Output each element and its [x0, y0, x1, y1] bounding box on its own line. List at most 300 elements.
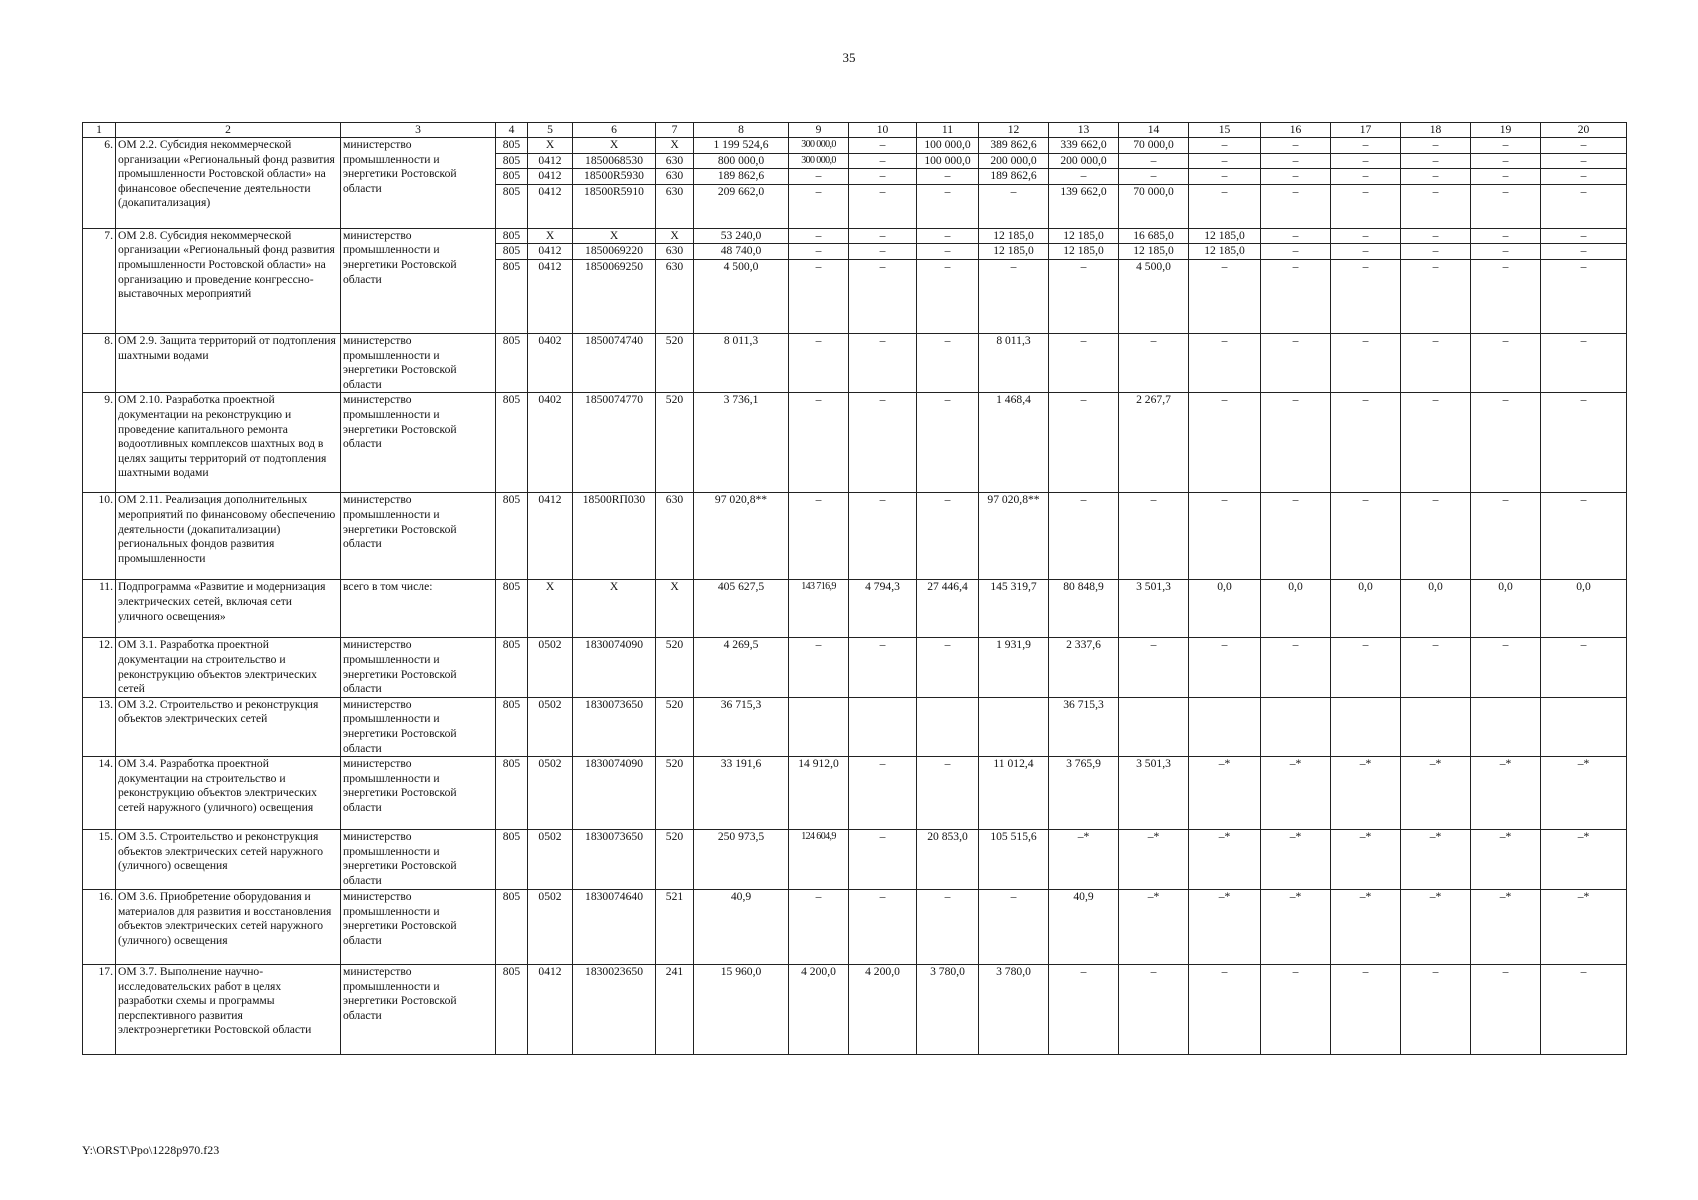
table-cell: 3 780,0 — [979, 965, 1049, 1055]
column-header: 19 — [1471, 123, 1541, 138]
table-cell: – — [1261, 138, 1331, 154]
column-header: 4 — [496, 123, 528, 138]
table-cell: 4 500,0 — [694, 259, 789, 333]
table-cell: 630 — [656, 169, 694, 185]
table-cell: – — [1261, 169, 1331, 185]
table-cell: – — [1049, 333, 1119, 392]
table-cell: 805 — [496, 830, 528, 890]
table-cell: – — [1541, 259, 1627, 333]
table-cell: – — [1541, 333, 1627, 392]
table-cell: – — [849, 333, 917, 392]
table-cell: – — [1189, 169, 1261, 185]
table-cell: – — [1541, 393, 1627, 493]
table-cell: – — [1261, 638, 1331, 697]
table-cell: – — [1049, 169, 1119, 185]
table-cell: – — [1119, 493, 1189, 580]
table-cell: – — [917, 890, 979, 965]
table-cell: – — [1119, 153, 1189, 169]
table-cell: – — [1261, 153, 1331, 169]
table-cell: – — [979, 890, 1049, 965]
table-cell: 40,9 — [1049, 890, 1119, 965]
row-number: 17. — [83, 965, 116, 1055]
column-header: 10 — [849, 123, 917, 138]
column-header: 8 — [694, 123, 789, 138]
table-cell: –* — [1401, 757, 1471, 830]
table-cell — [1261, 697, 1331, 756]
program-funding-table — [82, 122, 1627, 1055]
table-cell: 36 715,3 — [1049, 697, 1119, 756]
table-cell: 1 199 524,6 — [694, 138, 789, 154]
table-cell: 80 848,9 — [1049, 580, 1119, 638]
table-cell: 520 — [656, 638, 694, 697]
column-header: 9 — [789, 123, 849, 138]
table-cell: – — [1471, 393, 1541, 493]
table-cell: 200 000,0 — [979, 153, 1049, 169]
table-cell: 1830073650 — [573, 830, 656, 890]
table-cell: – — [849, 169, 917, 185]
table-cell: – — [789, 333, 849, 392]
table-cell: –* — [1049, 830, 1119, 890]
table-cell: 12 185,0 — [1119, 244, 1189, 260]
table-cell: – — [1331, 965, 1401, 1055]
table-cell: 2 337,6 — [1049, 638, 1119, 697]
table-cell: 11 012,4 — [979, 757, 1049, 830]
table-cell: 189 862,6 — [694, 169, 789, 185]
table-cell: – — [1119, 638, 1189, 697]
measure-name: ОМ 2.10. Разработка проектной документации на реконструкцию и проведение капитального ремонта водоотливных комплексов шахтных вод в целях защиты территорий от подтопления шахтными водами — [116, 393, 341, 493]
table-cell: 12 185,0 — [1049, 228, 1119, 244]
table-cell — [1541, 697, 1627, 756]
table-cell: 145 319,7 — [979, 580, 1049, 638]
table-cell: – — [849, 184, 917, 228]
table-cell: 53 240,0 — [694, 228, 789, 244]
table-cell: – — [917, 184, 979, 228]
table-row — [83, 830, 1627, 890]
table-cell: 100 000,0 — [917, 153, 979, 169]
table-cell: – — [917, 259, 979, 333]
table-cell: 630 — [656, 259, 694, 333]
executor: министерство промышленности и энергетики Ростовской области — [341, 830, 496, 890]
row-number: 10. — [83, 493, 116, 580]
table-row — [83, 965, 1627, 1055]
column-header: 18 — [1401, 123, 1471, 138]
executor: всего в том числе: — [341, 580, 496, 638]
table-cell: 1830074640 — [573, 890, 656, 965]
table-cell: 209 662,0 — [694, 184, 789, 228]
table-cell: – — [917, 333, 979, 392]
column-header: 20 — [1541, 123, 1627, 138]
column-header: 6 — [573, 123, 656, 138]
table-cell: 0402 — [528, 393, 573, 493]
table-cell: 3 736,1 — [694, 393, 789, 493]
table-cell: 630 — [656, 153, 694, 169]
table-cell: 12 185,0 — [979, 228, 1049, 244]
table-cell: – — [1261, 259, 1331, 333]
table-cell: – — [1471, 333, 1541, 392]
table-cell: 1 931,9 — [979, 638, 1049, 697]
measure-name: ОМ 2.8. Субсидия некоммерческой организации «Региональный фонд развития промышленности Ростовской области» на организацию и проведение конгрессно-выставочных мероприятий — [116, 228, 341, 333]
table-cell: – — [1401, 965, 1471, 1055]
table-cell: – — [1541, 638, 1627, 697]
executor: министерство промышленности и энергетики Ростовской области — [341, 890, 496, 965]
table-cell: – — [917, 169, 979, 185]
table-cell: 3 765,9 — [1049, 757, 1119, 830]
table-cell: – — [1189, 638, 1261, 697]
table-cell: 2 267,7 — [1119, 393, 1189, 493]
table-cell: – — [1331, 184, 1401, 228]
table-cell: –* — [1119, 890, 1189, 965]
measure-name: ОМ 2.11. Реализация дополнительных мероприятий по финансовому обеспечению деятельности (докапитализации) региональных фондов развития промышленности — [116, 493, 341, 580]
table-cell: 0502 — [528, 757, 573, 830]
table-cell: 300 000,0 — [789, 153, 849, 169]
table-cell: – — [1189, 138, 1261, 154]
table-cell: – — [789, 169, 849, 185]
table-cell: 12 185,0 — [1189, 228, 1261, 244]
table-cell: – — [1471, 493, 1541, 580]
table-cell: 520 — [656, 393, 694, 493]
table-cell — [849, 697, 917, 756]
column-header: 12 — [979, 123, 1049, 138]
table-cell: 241 — [656, 965, 694, 1055]
table-cell: – — [1261, 228, 1331, 244]
table-cell: – — [1119, 169, 1189, 185]
table-cell: 520 — [656, 757, 694, 830]
table-cell: –* — [1331, 890, 1401, 965]
table-cell: – — [917, 757, 979, 830]
column-header: 14 — [1119, 123, 1189, 138]
table-cell: – — [1401, 393, 1471, 493]
table-cell: – — [789, 184, 849, 228]
table-cell: – — [1541, 228, 1627, 244]
executor: министерство промышленности и энергетики Ростовской области — [341, 757, 496, 830]
table-cell: – — [1189, 259, 1261, 333]
table-cell: 0502 — [528, 697, 573, 756]
table-cell: – — [1401, 228, 1471, 244]
table-cell: 805 — [496, 333, 528, 392]
table-cell: – — [789, 393, 849, 493]
table-cell: 520 — [656, 333, 694, 392]
table-cell: 3 501,3 — [1119, 757, 1189, 830]
column-header: 11 — [917, 123, 979, 138]
table-cell: – — [1331, 153, 1401, 169]
table-cell: 805 — [496, 493, 528, 580]
table-cell: 8 011,3 — [979, 333, 1049, 392]
table-cell: –* — [1541, 830, 1627, 890]
table-cell: 805 — [496, 228, 528, 244]
table-cell: – — [789, 259, 849, 333]
column-header: 13 — [1049, 123, 1119, 138]
table-cell: 27 446,4 — [917, 580, 979, 638]
table-cell: Х — [528, 580, 573, 638]
table-cell: 1830074090 — [573, 757, 656, 830]
table-cell: 805 — [496, 757, 528, 830]
table-cell: 40,9 — [694, 890, 789, 965]
table-cell: 48 740,0 — [694, 244, 789, 260]
table-cell: 100 000,0 — [917, 138, 979, 154]
table-cell: – — [1541, 493, 1627, 580]
table-cell: 805 — [496, 580, 528, 638]
table-cell: 1 468,4 — [979, 393, 1049, 493]
executor: министерство промышленности и энергетики Ростовской области — [341, 493, 496, 580]
table-cell: 0,0 — [1541, 580, 1627, 638]
table-row — [83, 228, 1627, 244]
table-cell: – — [789, 890, 849, 965]
table-cell: – — [1401, 638, 1471, 697]
row-number: 14. — [83, 757, 116, 830]
table-cell: 0412 — [528, 169, 573, 185]
table-cell: 0502 — [528, 890, 573, 965]
table-cell — [1331, 697, 1401, 756]
table-cell: –* — [1471, 757, 1541, 830]
table-cell: 124 604,9 — [789, 830, 849, 890]
table-cell: 805 — [496, 184, 528, 228]
table-cell: –* — [1261, 757, 1331, 830]
table-row — [83, 638, 1627, 697]
executor: министерство промышленности и энергетики Ростовской области — [341, 393, 496, 493]
page-number: 35 — [842, 50, 856, 65]
table-cell: 16 685,0 — [1119, 228, 1189, 244]
table-cell: – — [1401, 169, 1471, 185]
table-cell: –* — [1331, 830, 1401, 890]
table-cell: – — [789, 228, 849, 244]
table-cell: – — [1261, 493, 1331, 580]
column-header: 17 — [1331, 123, 1401, 138]
table-cell: 0,0 — [1331, 580, 1401, 638]
table-cell: – — [1119, 333, 1189, 392]
table-cell: 805 — [496, 393, 528, 493]
table-cell: 1850069220 — [573, 244, 656, 260]
table-cell: 18500RП030 — [573, 493, 656, 580]
measure-name: ОМ 3.6. Приобретение оборудования и материалов для развития и восстановления объектов электрических сетей наружного (уличного) освещения — [116, 890, 341, 965]
measure-name: ОМ 3.1. Разработка проектной документации на строительство и реконструкцию объектов электрических сетей — [116, 638, 341, 697]
table-cell: 0502 — [528, 638, 573, 697]
table-cell: – — [1331, 333, 1401, 392]
table-cell: 143 716,9 — [789, 580, 849, 638]
row-number: 11. — [83, 580, 116, 638]
table-cell: – — [1331, 169, 1401, 185]
table-cell: – — [1049, 259, 1119, 333]
table-cell: – — [1331, 138, 1401, 154]
table-row — [83, 493, 1627, 580]
table-cell: 0402 — [528, 333, 573, 392]
table-cell: 0502 — [528, 830, 573, 890]
table-cell: 800 000,0 — [694, 153, 789, 169]
table-cell: – — [849, 228, 917, 244]
table-cell: – — [1401, 153, 1471, 169]
table-cell: – — [1541, 965, 1627, 1055]
table-cell: – — [1471, 228, 1541, 244]
table-row — [83, 697, 1627, 756]
column-header: 5 — [528, 123, 573, 138]
table-cell: – — [1331, 393, 1401, 493]
table-cell — [1401, 697, 1471, 756]
table-cell: 1830023650 — [573, 965, 656, 1055]
measure-name: ОМ 3.2. Строительство и реконструкция объектов электрических сетей — [116, 697, 341, 756]
row-number: 15. — [83, 830, 116, 890]
measure-name: ОМ 2.9. Защита территорий от подтопления шахтными водами — [116, 333, 341, 392]
table-cell: 14 912,0 — [789, 757, 849, 830]
table-cell: – — [789, 638, 849, 697]
table-cell: – — [1471, 184, 1541, 228]
table-cell: 630 — [656, 244, 694, 260]
table-cell: – — [1401, 184, 1471, 228]
table-cell: – — [1189, 333, 1261, 392]
table-cell: Х — [573, 138, 656, 154]
table-row — [83, 393, 1627, 493]
column-header: 2 — [116, 123, 341, 138]
table-cell: – — [917, 393, 979, 493]
table-cell: 4 200,0 — [789, 965, 849, 1055]
table-cell: – — [1261, 393, 1331, 493]
table-cell: 339 662,0 — [1049, 138, 1119, 154]
table-row — [83, 890, 1627, 965]
table-cell: –* — [1401, 890, 1471, 965]
table-cell: – — [1049, 493, 1119, 580]
table-cell: 520 — [656, 697, 694, 756]
table-cell: – — [789, 244, 849, 260]
table-cell: – — [917, 493, 979, 580]
table-cell: – — [849, 138, 917, 154]
table-cell: 0,0 — [1471, 580, 1541, 638]
table-cell: – — [1541, 244, 1627, 260]
column-header: 3 — [341, 123, 496, 138]
table-cell: – — [1189, 965, 1261, 1055]
table-cell: – — [1471, 169, 1541, 185]
table-cell: 15 960,0 — [694, 965, 789, 1055]
table-cell: – — [1049, 965, 1119, 1055]
table-cell: –* — [1261, 890, 1331, 965]
table-cell: 389 862,6 — [979, 138, 1049, 154]
table-cell: 521 — [656, 890, 694, 965]
table-cell: 630 — [656, 184, 694, 228]
table-cell: Х — [528, 138, 573, 154]
row-number: 6. — [83, 138, 116, 229]
table-cell: 70 000,0 — [1119, 184, 1189, 228]
table-cell: – — [849, 244, 917, 260]
table-cell: 12 185,0 — [979, 244, 1049, 260]
table-cell: 1850074740 — [573, 333, 656, 392]
table-cell: – — [1541, 153, 1627, 169]
table-cell: 0412 — [528, 153, 573, 169]
table-cell: – — [1331, 493, 1401, 580]
table-cell: 0,0 — [1189, 580, 1261, 638]
table-cell: – — [1541, 184, 1627, 228]
table-cell: – — [1189, 393, 1261, 493]
table-cell: – — [849, 493, 917, 580]
table-cell: 1830074090 — [573, 638, 656, 697]
table-cell: 97 020,8** — [694, 493, 789, 580]
table-cell: 8 011,3 — [694, 333, 789, 392]
table-cell: – — [1401, 259, 1471, 333]
table-cell: 0,0 — [1261, 580, 1331, 638]
table-cell: –* — [1189, 890, 1261, 965]
column-header: 7 — [656, 123, 694, 138]
table-cell: – — [1189, 493, 1261, 580]
table-cell: 805 — [496, 244, 528, 260]
footer-file-path: Y:\ORST\Ppo\1228p970.f23 — [82, 1143, 220, 1157]
table-cell: – — [1331, 638, 1401, 697]
table-cell: –* — [1401, 830, 1471, 890]
table-cell: Х — [528, 228, 573, 244]
table-cell: 18500R5910 — [573, 184, 656, 228]
table-cell: 630 — [656, 493, 694, 580]
measure-name: ОМ 2.2. Субсидия некоммерческой организации «Региональный фонд развития промышленности Ростовской области» на финансовое обеспечение деятельности (докапитализация) — [116, 138, 341, 229]
row-number: 7. — [83, 228, 116, 333]
table-cell: 805 — [496, 259, 528, 333]
table-cell: 300 000,0 — [789, 138, 849, 154]
table-cell: – — [979, 184, 1049, 228]
table-cell: 0412 — [528, 184, 573, 228]
table-cell: 36 715,3 — [694, 697, 789, 756]
table-cell: 105 515,6 — [979, 830, 1049, 890]
table-cell: – — [1331, 228, 1401, 244]
table-cell: –* — [1541, 890, 1627, 965]
column-header: 15 — [1189, 123, 1261, 138]
table-cell: 4 269,5 — [694, 638, 789, 697]
table-header-row — [83, 123, 1627, 138]
table-cell: 805 — [496, 890, 528, 965]
table-cell: 1850069250 — [573, 259, 656, 333]
table-cell: –* — [1189, 830, 1261, 890]
table-cell: 4 500,0 — [1119, 259, 1189, 333]
table-cell — [1189, 697, 1261, 756]
table-cell: – — [1331, 259, 1401, 333]
table-cell: 3 501,3 — [1119, 580, 1189, 638]
table-cell: 12 185,0 — [1189, 244, 1261, 260]
table-cell: – — [789, 493, 849, 580]
table-cell: 0412 — [528, 244, 573, 260]
table-cell: –* — [1331, 757, 1401, 830]
table-cell: 1830073650 — [573, 697, 656, 756]
row-number: 8. — [83, 333, 116, 392]
table-cell: – — [1401, 493, 1471, 580]
table-cell: –* — [1471, 890, 1541, 965]
table-cell — [1119, 697, 1189, 756]
column-header: 16 — [1261, 123, 1331, 138]
table-cell — [917, 697, 979, 756]
table-cell: 0412 — [528, 259, 573, 333]
table-cell: – — [1261, 184, 1331, 228]
table-cell: – — [917, 228, 979, 244]
table-cell: 805 — [496, 169, 528, 185]
row-number: 12. — [83, 638, 116, 697]
table-cell: – — [849, 393, 917, 493]
table-cell: –* — [1541, 757, 1627, 830]
table-cell: – — [1401, 244, 1471, 260]
table-row — [83, 333, 1627, 392]
table-cell: 200 000,0 — [1049, 153, 1119, 169]
table-cell: 4 200,0 — [849, 965, 917, 1055]
table-cell: 33 191,6 — [694, 757, 789, 830]
table-cell: 805 — [496, 697, 528, 756]
table-cell: – — [1119, 965, 1189, 1055]
table-cell: – — [1471, 259, 1541, 333]
executor: министерство промышленности и энергетики Ростовской области — [341, 333, 496, 392]
table-cell: Х — [656, 138, 694, 154]
measure-name: ОМ 3.5. Строительство и реконструкция объектов электрических сетей наружного (уличного) освещения — [116, 830, 341, 890]
table-cell: 805 — [496, 153, 528, 169]
table-cell: – — [1471, 638, 1541, 697]
table-cell — [1471, 697, 1541, 756]
table-row — [83, 757, 1627, 830]
table-cell: – — [1331, 244, 1401, 260]
table-cell: 805 — [496, 638, 528, 697]
table-cell: 12 185,0 — [1049, 244, 1119, 260]
table-cell: – — [1049, 393, 1119, 493]
table-cell: 0412 — [528, 965, 573, 1055]
table-cell: 1850074770 — [573, 393, 656, 493]
table-cell: –* — [1119, 830, 1189, 890]
